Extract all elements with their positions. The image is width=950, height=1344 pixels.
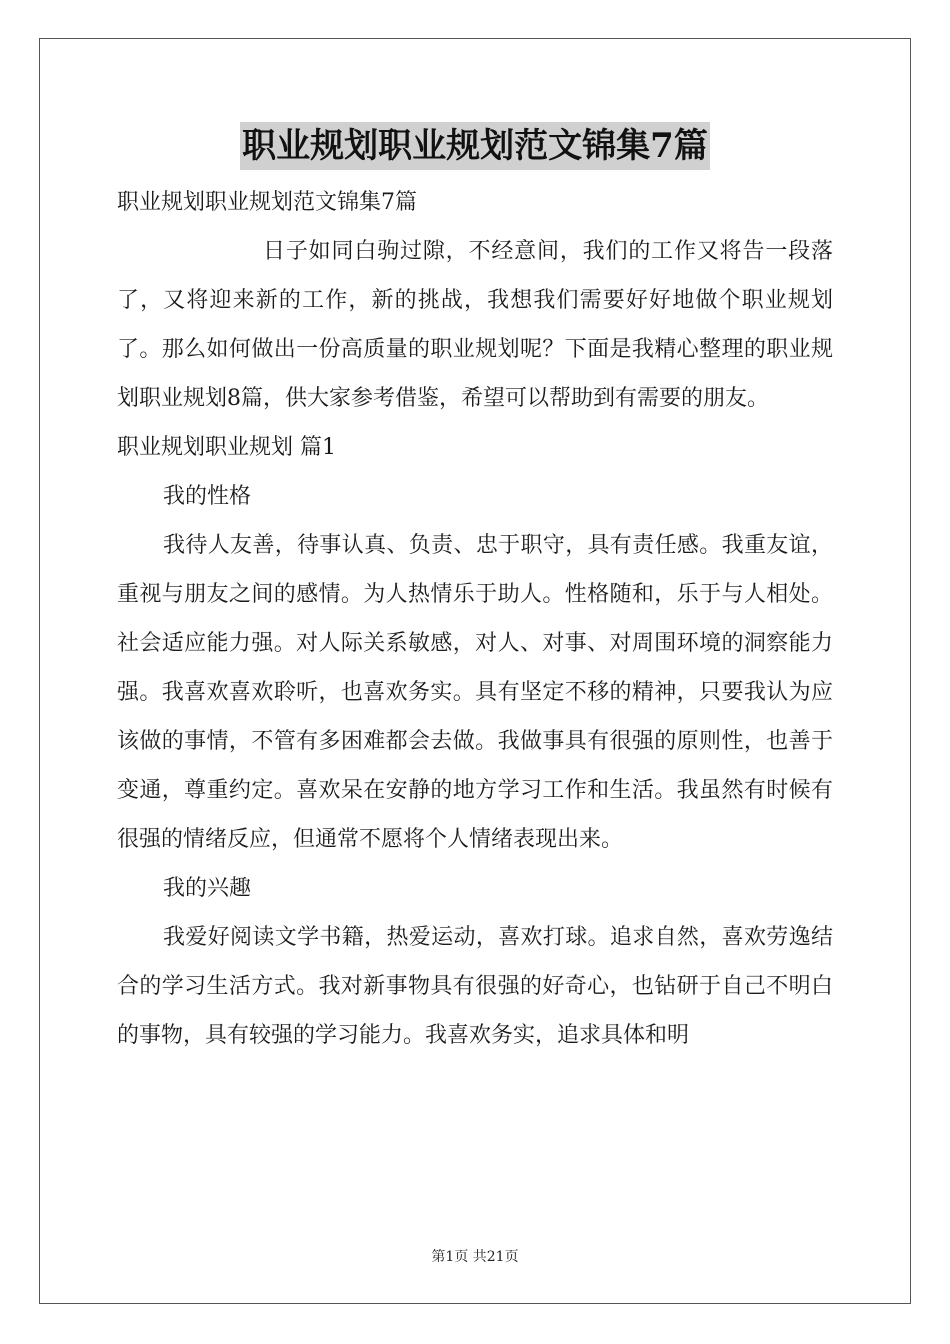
section-heading: 职业规划职业规划 篇1: [117, 435, 336, 460]
subtitle-line: 职业规划职业规划范文锦集7篇: [117, 190, 417, 215]
subheading-interests: 我的兴趣: [163, 876, 252, 901]
intro-paragraph: 日子如同白驹过隙，不经意间，我们的工作又将告一段落了，又将迎来新的工作，新的挑战，我想我们需要好好地做个职业规划了。那么如何做出一份高质量的职业规划呢？下面是我精心整理的职业规划职业规划8篇，供大家参考借鉴，希望可以帮助到有需要的朋友。: [117, 239, 833, 411]
interests-paragraph: 我爱好阅读文学书籍，热爱运动，喜欢打球。追求自然，喜欢劳逸结合的学习生活方式。我对新事物具有很强的好奇心，也钻研于自己不明白的事物，具有较强的学习能力。我喜欢务实，追求具体和明: [117, 925, 833, 1048]
subheading-personality: 我的性格: [163, 484, 252, 509]
personality-paragraph: 我待人友善，待事认真、负责、忠于职守，具有责任感。我重友谊，重视与朋友之间的感情。为人热情乐于助人。性格随和，乐于与人相处。社会适应能力强。对人际关系敏感，对人、对事、对周围环境的洞察能力强。我喜欢喜欢聆听，也喜欢务实。具有坚定不移的精神，只要我认为应该做的事情，不管有多困难都会去做。我做事具有很强的原则性，也善于变通，尊重约定。喜欢呆在安静的地方学习工作和生活。我虽然有时候有很强的情绪反应，但通常不愿将个人情绪表现出来。: [117, 533, 833, 852]
document-body: [117, 178, 833, 1060]
title-container: [0, 122, 950, 170]
document-title: 职业规划职业规划范文锦集7篇: [240, 122, 710, 170]
page-number: 第1页 共21页: [431, 1249, 519, 1265]
page-footer: [0, 1247, 950, 1267]
